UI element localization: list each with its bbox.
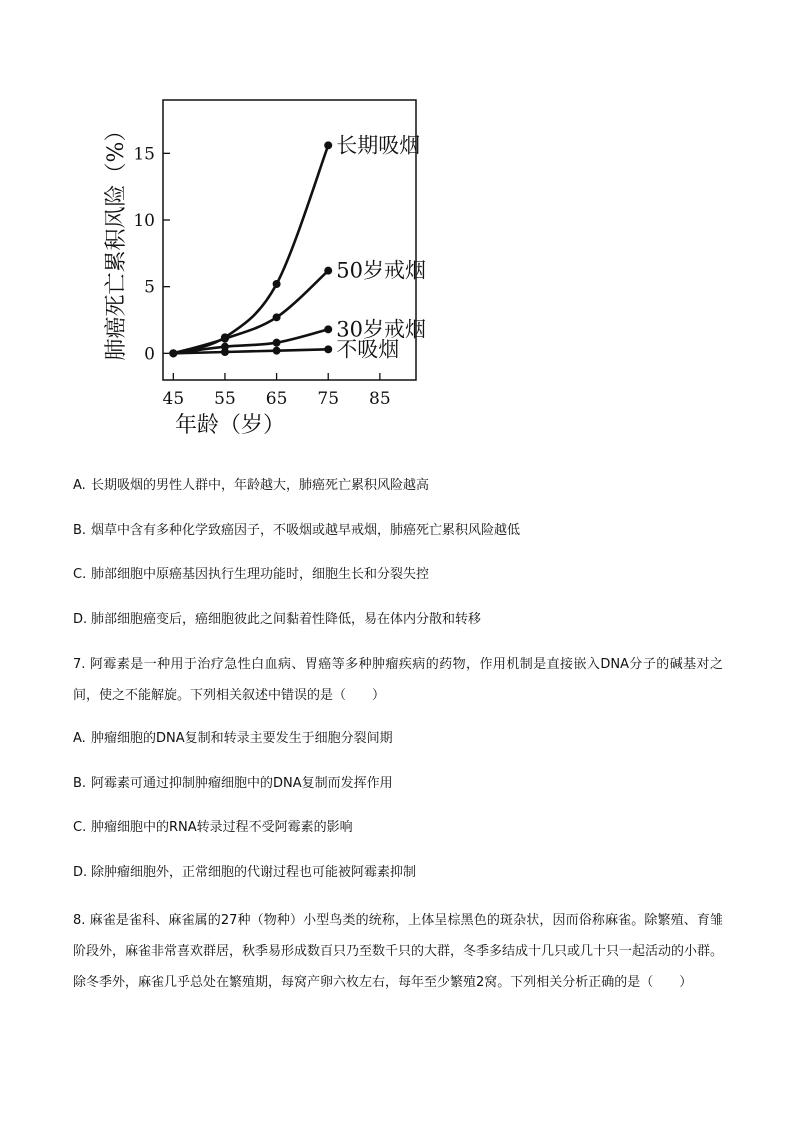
option-a <box>73 729 393 749</box>
option-text: 肺部细胞中原癌基因执行生理功能时，细胞生长和分裂失控 <box>91 567 430 583</box>
y-axis-label: 肺癌死亡累积风险（%） <box>104 119 129 361</box>
data-point <box>324 345 332 353</box>
x-tick-label: 45 <box>162 389 185 409</box>
option-letter: C. <box>73 567 87 583</box>
series-line-2 <box>173 271 328 354</box>
question-8-stem: 8. 麻雀是雀科、麻雀属的27种（物种）小型鸟类的统称，上体呈棕黑色的斑杂状，因而俗称麻雀。除繁殖、育雏阶段外，麻雀非常喜欢群居，秋季易形成数百只乃至数千只的大群，冬季多结成十几只或几十只一起活动的小群。除冬季外，麻雀几乎总处在繁殖期，每窝产卵六枚左右，每年至少繁殖2窝。下列相关分析正确的是（ ） <box>73 913 724 990</box>
series-labels <box>336 133 426 361</box>
x-axis-label: 年龄（岁） <box>174 413 286 438</box>
option-d <box>73 863 416 883</box>
data-point <box>324 325 332 333</box>
option-letter: A. <box>73 478 86 493</box>
series-line-1 <box>173 145 328 353</box>
x-tick-label: 55 <box>214 389 236 409</box>
data-point <box>273 347 281 355</box>
data-point <box>273 339 281 347</box>
option-text: 肺部细胞癌变后，癌细胞彼此之间黏着性降低，易在体内分散和转移 <box>91 612 482 628</box>
option-c <box>73 818 353 838</box>
x-tick-label: 65 <box>265 389 288 409</box>
option-c <box>73 565 429 585</box>
y-tick-label: 10 <box>133 211 155 231</box>
data-point <box>169 349 177 357</box>
option-b <box>73 521 520 541</box>
option-text: 肿瘤细胞的DNA复制和转录主要发生于细胞分裂间期 <box>91 731 393 746</box>
option-letter: D. <box>73 865 88 881</box>
y-tick-label: 15 <box>133 144 155 165</box>
option-text: 长期吸烟的男性人群中，年龄越大，肺癌死亡累积风险越高 <box>91 478 430 493</box>
option-letter: B. <box>73 775 87 791</box>
option-a <box>73 476 429 496</box>
data-point <box>324 141 332 149</box>
series-label-3: 30岁戒烟 <box>336 317 426 342</box>
option-d <box>73 610 481 630</box>
y-tick-label: 5 <box>144 277 155 298</box>
data-point <box>273 280 281 288</box>
x-tick-label: 85 <box>369 389 391 409</box>
option-letter: A. <box>73 731 86 746</box>
y-axis-ticks <box>133 144 170 364</box>
option-text: 除肿瘤细胞外，正常细胞的代谢过程也可能被阿霉素抑制 <box>91 865 417 881</box>
option-text: 肿瘤细胞中的RNA转录过程不受阿霉素的影响 <box>91 820 353 836</box>
option-letter: D. <box>73 612 88 628</box>
question-7-stem: 7. 阿霉素是一种用于治疗急性白血病、胃癌等多种肿瘤疾病的药物，作用机制是直接嵌入DNA分子的碱基对之间，使之不能解旋。下列相关叙述中错误的是（ ） <box>73 657 723 703</box>
data-point <box>221 335 229 343</box>
y-tick-label: 0 <box>144 344 155 365</box>
x-axis-ticks <box>163 373 391 409</box>
data-point <box>221 348 229 356</box>
series-label-4: 不吸烟 <box>336 337 400 362</box>
data-point <box>273 313 281 321</box>
option-text: 阿霉素可通过抑制肿瘤细胞中的DNA复制而发挥作用 <box>91 775 393 791</box>
x-tick-label: 75 <box>317 389 340 409</box>
data-point <box>324 267 332 275</box>
lung-cancer-risk-chart <box>90 90 430 450</box>
option-letter: B. <box>73 522 87 538</box>
option-text: 烟草中含有多种化学致癌因子，不吸烟或越早戒烟，肺癌死亡累积风险越低 <box>91 522 521 538</box>
option-letter: C. <box>73 820 87 836</box>
series-label-2: 50岁戒烟 <box>336 258 426 283</box>
option-b <box>73 774 393 794</box>
series-label-1: 长期吸烟 <box>336 133 421 158</box>
series-lines <box>169 141 332 357</box>
